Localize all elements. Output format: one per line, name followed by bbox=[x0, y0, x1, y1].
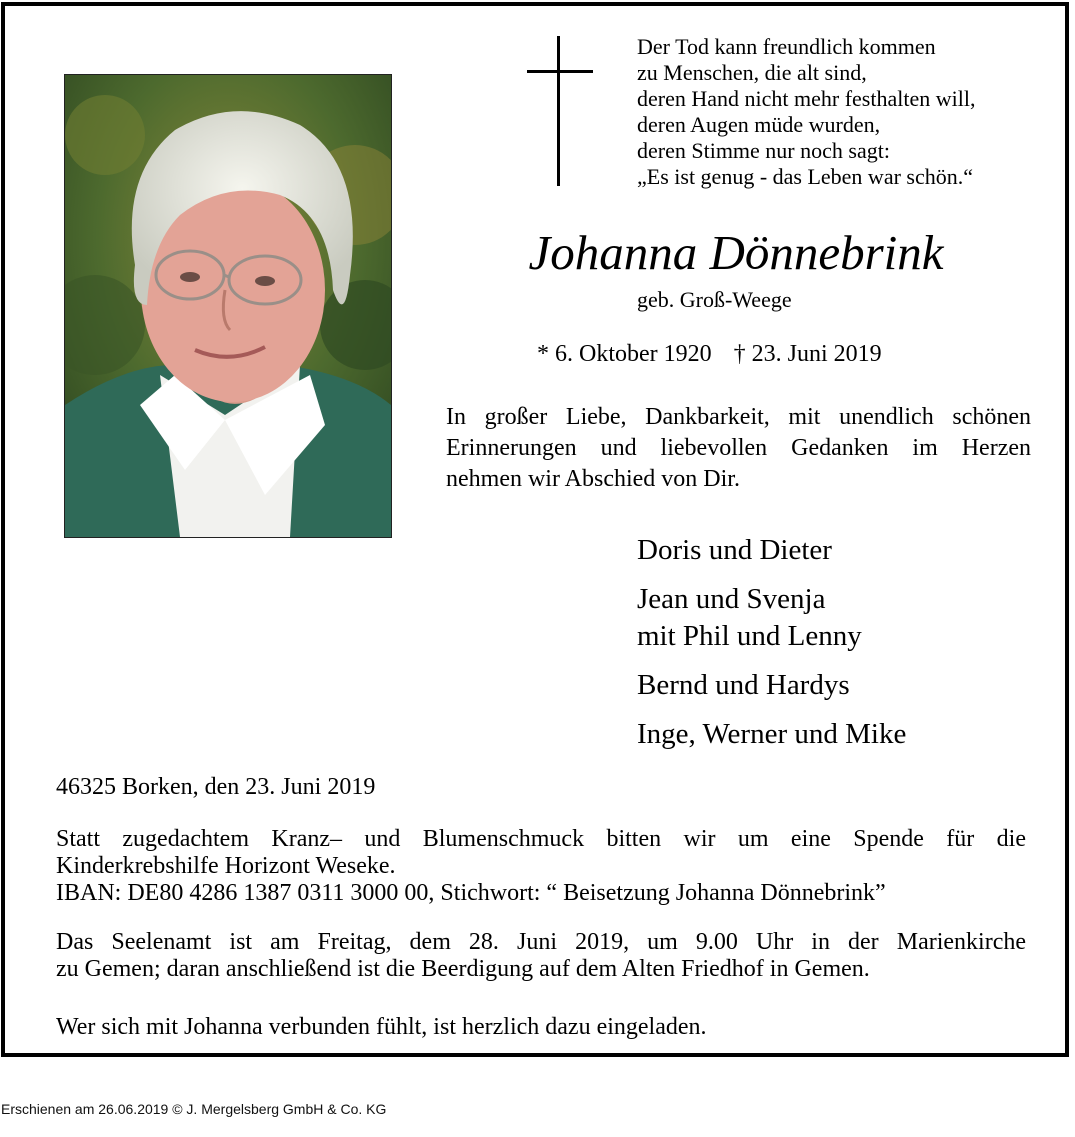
birth-date: * 6. Oktober 1920 bbox=[537, 341, 712, 367]
family-group bbox=[637, 532, 906, 569]
poem-line: Der Tod kann freundlich kommen bbox=[637, 34, 936, 59]
family-line: Doris und Dieter bbox=[637, 534, 832, 566]
family-line: Bernd und Hardys bbox=[637, 669, 850, 701]
poem bbox=[637, 34, 1057, 190]
invitation-text: Wer sich mit Johanna verbunden fühlt, ist herzlich dazu eingeladen. bbox=[56, 1014, 707, 1040]
death-date: † 23. Juni 2019 bbox=[733, 341, 882, 367]
poem-line: deren Augen müde wurden, bbox=[637, 112, 881, 137]
donation-text bbox=[56, 826, 1026, 907]
family-group bbox=[637, 581, 906, 655]
family-list bbox=[637, 532, 906, 765]
donation-line: Statt zugedachtem Kranz– und Blumenschmuck bitten wir um eine Spende für die bbox=[56, 826, 1026, 852]
service-text bbox=[56, 929, 1026, 983]
farewell-line: nehmen wir Abschied von Dir. bbox=[446, 466, 740, 492]
family-group bbox=[637, 667, 906, 704]
service-line: Das Seelenamt ist am Freitag, dem 28. Juni 2019, um 9.00 Uhr in der Marienkirche bbox=[56, 929, 1026, 955]
family-line: mit Phil und Lenny bbox=[637, 620, 862, 652]
obituary-frame bbox=[1, 2, 1069, 1057]
portrait-photo bbox=[64, 74, 392, 538]
donation-line: Kinderkrebshilfe Horizont Weseke. bbox=[56, 853, 396, 879]
poem-line: „Es ist genug - das Leben war schön.“ bbox=[637, 164, 974, 189]
cross-icon bbox=[527, 36, 593, 186]
farewell-line: Erinnerungen und liebevollen Gedanken im Herzen bbox=[446, 435, 1031, 461]
family-line: Inge, Werner und Mike bbox=[637, 718, 907, 750]
poem-line: deren Stimme nur noch sagt: bbox=[637, 138, 890, 163]
deceased-name: Johanna Dönnebrink bbox=[528, 225, 944, 280]
farewell-line: In großer Liebe, Dankbarkeit, mit unendlich schönen bbox=[446, 404, 1031, 430]
family-line: Jean und Svenja bbox=[637, 583, 826, 615]
maiden-name: geb. Groß-Weege bbox=[637, 287, 792, 312]
poem-line: deren Hand nicht mehr festhalten will, bbox=[637, 86, 976, 111]
farewell-text bbox=[446, 402, 1031, 495]
life-dates bbox=[537, 339, 882, 369]
donation-line: IBAN: DE80 4286 1387 0311 3000 00, Stichwort: “ Beisetzung Johanna Dönnebrink” bbox=[56, 880, 886, 906]
poem-line: zu Menschen, die alt sind, bbox=[637, 60, 867, 85]
publication-footer: Erschienen am 26.06.2019 © J. Mergelsberg GmbH & Co. KG bbox=[1, 1101, 387, 1117]
service-line: zu Gemen; daran anschließend ist die Beerdigung auf dem Alten Friedhof in Gemen. bbox=[56, 956, 870, 982]
family-group bbox=[637, 716, 906, 753]
place-date: 46325 Borken, den 23. Juni 2019 bbox=[56, 774, 376, 800]
